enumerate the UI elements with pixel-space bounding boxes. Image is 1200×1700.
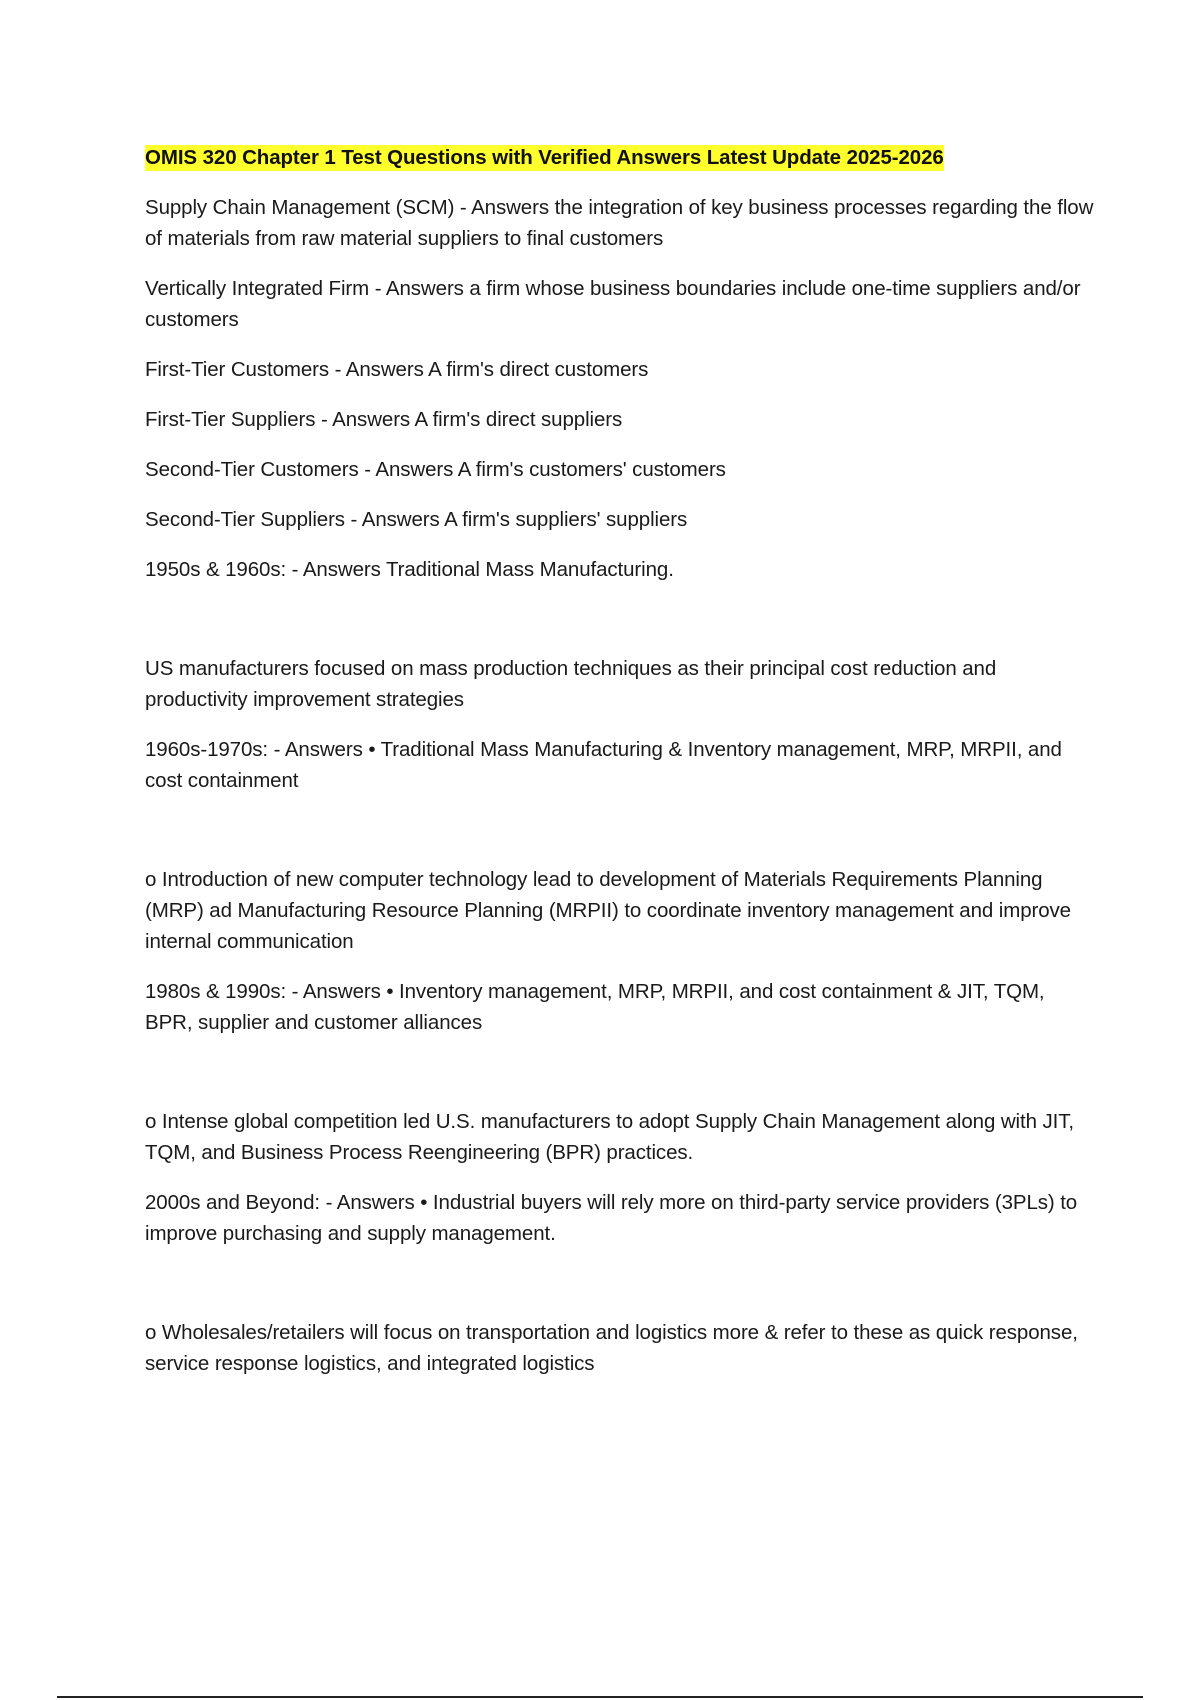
entry-computer-technology: o Introduction of new computer technology lead to development of Materials Requirements Planning (MRP) ad Manufacturing Resource Planning (MRPII) to coordinate inventory management and improve internal communication <box>145 868 1071 953</box>
entry-2000s-beyond: 2000s and Beyond: - Answers • Industrial buyers will rely more on third-party service providers (3PLs) to improve purchasing and supply management. <box>145 1191 1078 1245</box>
entry-wholesales-retailers: o Wholesales/retailers will focus on transportation and logistics more & refer to these as quick response, service response logistics, and integrated logistics <box>145 1321 1078 1375</box>
document-title: OMIS 320 Chapter 1 Test Questions with Verified Answers Latest Update 2025-2026 <box>145 146 944 169</box>
entry-first-tier-customers: First-Tier Customers - Answers A firm's direct customers <box>145 358 649 381</box>
document-body <box>145 143 1095 1398</box>
entry-scm: Supply Chain Management (SCM) - Answers the integration of key business processes regarding the flow of materials from raw material suppliers to final customers <box>145 196 1094 250</box>
title-line <box>145 143 1095 175</box>
entry-1980s-1990s: 1980s & 1990s: - Answers • Inventory management, MRP, MRPII, and cost containment & JIT, TQM, BPR, supplier and customer alliances <box>145 980 1045 1034</box>
entry-us-manufacturers: US manufacturers focused on mass production techniques as their principal cost reduction and productivity improvement strategies <box>145 657 997 711</box>
entry-vertically-integrated-firm: Vertically Integrated Firm - Answers a firm whose business boundaries include one-time suppliers and/or customers <box>145 277 1081 331</box>
page-bottom-rule <box>57 1696 1143 1698</box>
entry-1960s-1970s: 1960s-1970s: - Answers • Traditional Mass Manufacturing & Inventory management, MRP, MRPII, and cost containment <box>145 738 1062 792</box>
entry-1950s-1960s: 1950s & 1960s: - Answers Traditional Mass Manufacturing. <box>145 558 674 581</box>
entry-second-tier-customers: Second-Tier Customers - Answers A firm's customers' customers <box>145 458 726 481</box>
entry-second-tier-suppliers: Second-Tier Suppliers - Answers A firm's suppliers' suppliers <box>145 508 688 531</box>
entry-first-tier-suppliers: First-Tier Suppliers - Answers A firm's direct suppliers <box>145 408 623 431</box>
entry-global-competition: o Intense global competition led U.S. manufacturers to adopt Supply Chain Management along with JIT, TQM, and Business Process Reengineering (BPR) practices. <box>145 1110 1074 1164</box>
